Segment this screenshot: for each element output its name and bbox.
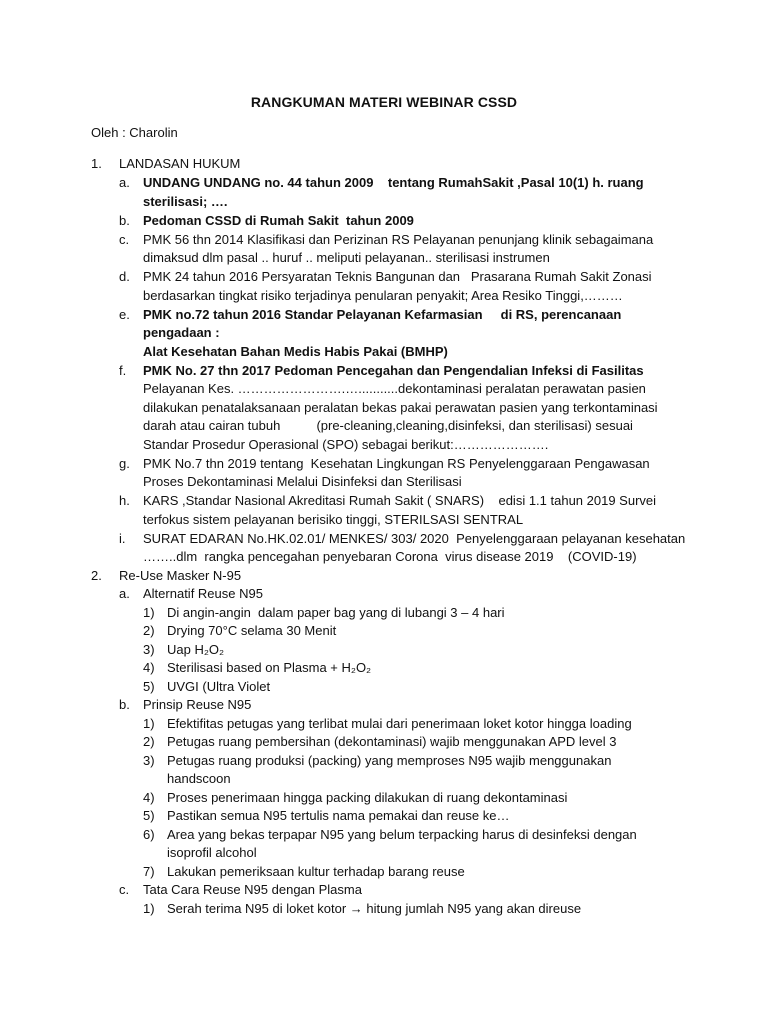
list-item-text [143, 306, 691, 362]
list-marker: 6) [143, 826, 155, 842]
list-marker: d. [119, 269, 130, 284]
list-marker: 4) [143, 789, 155, 805]
list-item [91, 789, 691, 808]
list-item [91, 455, 691, 492]
list-item [91, 362, 691, 455]
text-line: SURAT EDARAN No.HK.02.01/ MENKES/ 303/ 2020 Penyelenggaraan pelayanan kesehatan [143, 530, 686, 546]
text-line: ……..dlm rangka pencegahan penyebaran Corona virus disease 2019 (COVID-19) [143, 549, 637, 564]
text-line: Alat Kesehatan Bahan Medis Habis Pakai (BMHP) [143, 343, 448, 359]
list-item-text: Petugas ruang pembersihan (dekontaminasi) wajib menggunakan APD level 3 [167, 734, 617, 749]
text-line: handscoon [167, 771, 231, 786]
list-item-text: Uap H₂O₂ [167, 641, 225, 657]
list-item [91, 268, 691, 305]
text-line: berdasarkan tingkat risiko terjadinya penularan penyakit; Area Resiko Tinggi,……… [143, 287, 623, 303]
list-marker: 5) [143, 808, 155, 823]
list-item-text: Di angin-angin dalam paper bag yang di lubangi 3 – 4 hari [167, 604, 505, 620]
list-item-text [143, 268, 691, 305]
text-line: isoprofil alcohol [167, 845, 257, 860]
list-marker: a. [119, 586, 130, 601]
text-line: dimaksud dlm pasal .. huruf .. meliputi pelayanan.. sterilisasi instrumen [143, 250, 550, 265]
list-marker: 7) [143, 863, 155, 879]
subsection-heading-text: Prinsip Reuse N95 [143, 697, 252, 712]
text-line: PMK 24 tahun 2016 Persyaratan Teknis Bangunan dan Prasarana Rumah Sakit Zonasi [143, 269, 652, 284]
list-marker: g. [119, 455, 130, 471]
list-item [91, 733, 691, 752]
list-item-text: Efektifitas petugas yang terlibat mulai dari penerimaan loket kotor hingga loading [167, 715, 632, 731]
list-marker: i. [119, 530, 126, 546]
list-marker: 2) [143, 734, 155, 749]
text-line: PMK No. 27 thn 2017 Pedoman Pencegahan dan Pengendalian Infeksi di Fasilitas [143, 362, 644, 378]
list-marker: 1) [143, 604, 155, 620]
list-item-text [167, 752, 691, 789]
list-item [91, 622, 691, 641]
list-item-text [143, 231, 691, 268]
list-marker: a. [119, 175, 130, 190]
section-heading-text: LANDASAN HUKUM [119, 156, 241, 171]
subsection-heading [91, 696, 691, 715]
list-marker: f. [119, 362, 127, 378]
list-item [91, 678, 691, 697]
text-line: PMK No.7 thn 2019 tentang Kesehatan Lingkungan RS Penyelenggaraan Pengawasan [143, 455, 650, 471]
list-marker: b. [119, 697, 130, 712]
text-line: Proses Dekontaminasi Melalui Disinfeksi dan Sterilisasi [143, 474, 462, 489]
list-marker: 3) [143, 752, 155, 768]
section-heading-reuse-masker [91, 567, 691, 586]
text-line: Area yang bekas terpapar N95 yang belum terpacking harus di desinfeksi dengan [167, 826, 637, 842]
subsection-heading-text: Alternatif Reuse N95 [143, 586, 263, 601]
list-item-text: UVGI (Ultra Violet [167, 678, 271, 694]
list-item-text [143, 174, 691, 211]
text-line: KARS ,Standar Nasional Akreditasi Rumah Sakit ( SNARS) edisi 1.1 tahun 2019 Survei [143, 493, 657, 508]
document-title: RANGKUMAN MATERI WEBINAR CSSD [250, 94, 518, 110]
list-item-text [143, 362, 691, 455]
list-item-text [143, 492, 691, 529]
text-line: Pelayanan Kes. …………………….…...........dekontaminasi peralatan perawatan pasien [143, 381, 646, 396]
text-line: Standar Prosedur Operasional (SPO) sebagai berikut:…………………. [143, 436, 549, 452]
author-line: Oleh : Charolin [91, 125, 178, 140]
list-marker: 1) [143, 900, 155, 916]
list-item [91, 863, 691, 882]
list-item-text: Drying 70°C selama 30 Menit [167, 623, 337, 638]
text-line: sterilisasi; …. [143, 193, 228, 209]
list-item-text: Sterilisasi based on Plasma + H₂O₂ [167, 660, 372, 675]
list-item-text: Proses penerimaan hingga packing dilakukan di ruang dekontaminasi [167, 789, 568, 805]
list-marker: 5) [143, 678, 155, 694]
list-item-text: Pastikan semua N95 tertulis nama pemakai dan reuse ke… [167, 808, 510, 823]
list-item [91, 752, 691, 789]
list-item [91, 715, 691, 734]
list-marker: c. [119, 882, 130, 897]
list-marker: 2. [91, 567, 102, 583]
list-item-text: Serah terima N95 di loket kotor → hitung jumlah N95 yang akan direuse [167, 900, 582, 916]
text-line: PMK no.72 tahun 2016 Standar Pelayanan Kefarmasian di RS, perencanaan pengadaan : [143, 306, 625, 340]
list-item [91, 530, 691, 567]
list-item [91, 492, 691, 529]
list-item-text [167, 826, 691, 863]
list-item [91, 212, 691, 231]
list-marker: 1) [143, 715, 155, 731]
section-heading-landasan-hukum [91, 155, 691, 174]
list-item [91, 306, 691, 362]
list-item-text [143, 455, 691, 492]
list-marker: 2) [143, 623, 155, 638]
text-line: PMK 56 thn 2014 Klasifikasi dan Perizinan RS Pelayanan penunjang klinik sebagaimana [143, 231, 654, 247]
list-item-text: Pedoman CSSD di Rumah Sakit tahun 2009 [143, 212, 414, 228]
list-marker: h. [119, 493, 130, 508]
section-heading-text: Re-Use Masker N-95 [119, 567, 242, 583]
list-item [91, 641, 691, 660]
text-line: Petugas ruang produksi (packing) yang memproses N95 wajib menggunakan [167, 752, 612, 768]
list-item [91, 174, 691, 211]
list-item [91, 826, 691, 863]
list-item [91, 807, 691, 826]
list-marker: 4) [143, 660, 155, 675]
document-body [91, 155, 691, 918]
list-item [91, 604, 691, 623]
list-item-text [143, 530, 691, 567]
list-item-text: Lakukan pemeriksaan kultur terhadap barang reuse [167, 863, 465, 879]
list-marker: e. [119, 306, 130, 322]
list-item [91, 900, 691, 919]
list-marker: c. [119, 231, 130, 247]
text-line: terfokus sistem pelayanan berisiko tinggi, STERILSASI SENTRAL [143, 511, 524, 527]
text-line: UNDANG UNDANG no. 44 tahun 2009 tentang RumahSakit ,Pasal 10(1) h. ruang [143, 175, 644, 190]
text-line: darah atau cairan tubuh (pre-cleaning,cleaning,disinfeksi, dan sterilisasi) sesuai [143, 418, 633, 433]
subsection-heading [91, 881, 691, 900]
subsection-heading [91, 585, 691, 604]
list-marker: 3) [143, 641, 155, 657]
subsection-heading-text: Tata Cara Reuse N95 dengan Plasma [143, 882, 362, 897]
list-marker: 1. [91, 156, 102, 171]
list-marker: b. [119, 212, 130, 228]
list-item [91, 231, 691, 268]
list-item [91, 659, 691, 678]
text-line: dilakukan penatalaksanaan peralatan bekas pakai perawatan pasien yang terkontaminasi [143, 399, 658, 415]
